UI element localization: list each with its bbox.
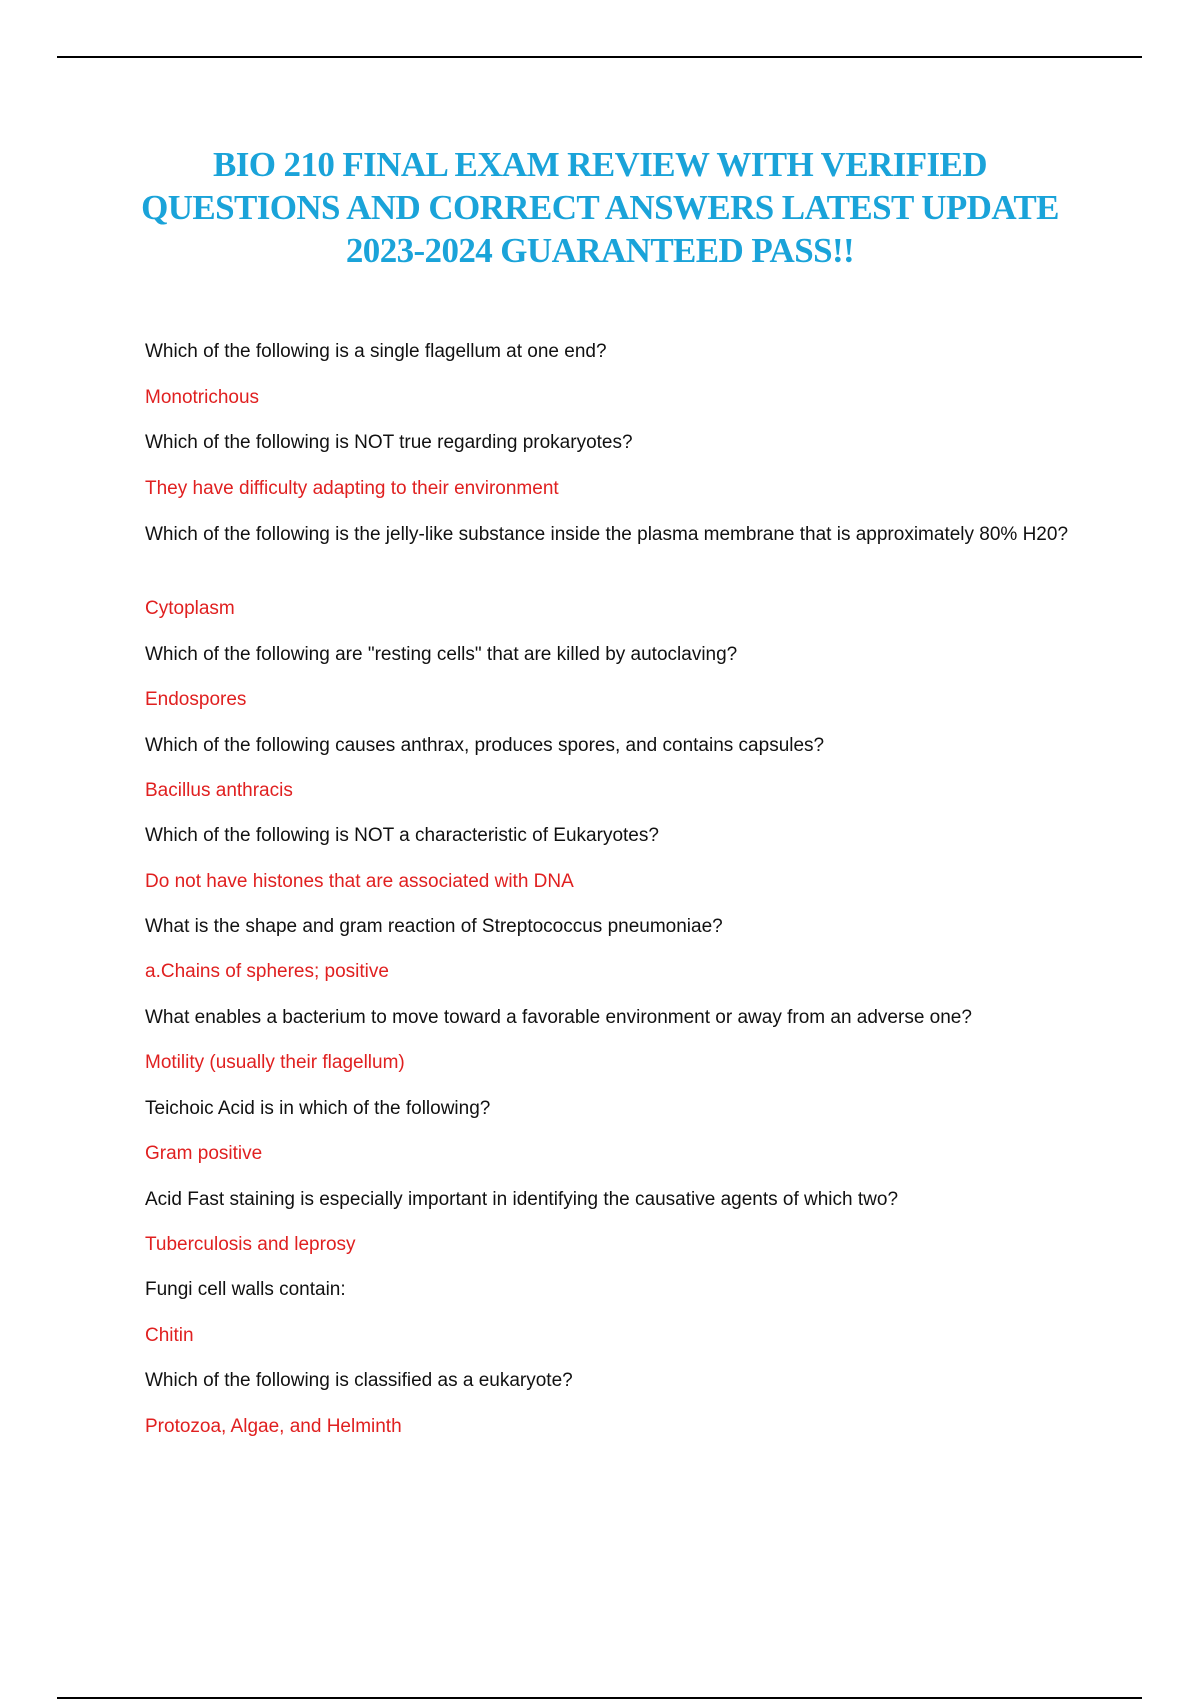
question-2: Which of the following is NOT true regarding prokaryotes? — [145, 432, 633, 453]
answer-4: Endospores — [145, 689, 247, 710]
answer-1: Monotrichous — [145, 387, 260, 408]
answer-5: Bacillus anthracis — [145, 780, 293, 801]
question-4: Which of the following are "resting cells" that are killed by autoclaving? — [145, 644, 738, 665]
top-rule — [57, 56, 1142, 58]
question-3: Which of the following is the jelly-like substance inside the plasma membrane that is approximately 80% H20? — [145, 524, 1069, 545]
document-title: BIO 210 FINAL EXAM REVIEW WITH VERIFIED QUESTIONS AND CORRECT ANSWERS LATEST UPDATE 2023-2024 GUARANTEED PASS!! — [141, 145, 1059, 270]
answer-2: They have difficulty adapting to their environment — [145, 478, 559, 499]
question-9: Teichoic Acid is in which of the following? — [145, 1098, 491, 1119]
answer-9: Gram positive — [145, 1143, 263, 1164]
question-5: Which of the following causes anthrax, produces spores, and contains capsules? — [145, 735, 825, 756]
answer-6: Do not have histones that are associated with DNA — [145, 871, 574, 892]
question-10: Acid Fast staining is especially important in identifying the causative agents of which two? — [145, 1189, 899, 1210]
answer-7: a.Chains of spheres; positive — [145, 961, 389, 982]
question-11: Fungi cell walls contain: — [145, 1279, 346, 1300]
answer-10: Tuberculosis and leprosy — [145, 1234, 356, 1255]
question-12: Which of the following is classified as a eukaryote? — [145, 1370, 573, 1391]
question-6: Which of the following is NOT a characteristic of Eukaryotes? — [145, 825, 659, 846]
bottom-rule — [57, 1697, 1142, 1699]
question-7: What is the shape and gram reaction of Streptococcus pneumoniae? — [145, 916, 723, 937]
question-8: What enables a bacterium to move toward a favorable environment or away from an adverse one? — [145, 1007, 972, 1028]
answer-12: Protozoa, Algae, and Helminth — [145, 1416, 402, 1437]
answer-11: Chitin — [145, 1325, 194, 1346]
answer-3: Cytoplasm — [145, 598, 235, 619]
answer-8: Motility (usually their flagellum) — [145, 1052, 405, 1073]
question-1: Which of the following is a single flagellum at one end? — [145, 341, 607, 362]
